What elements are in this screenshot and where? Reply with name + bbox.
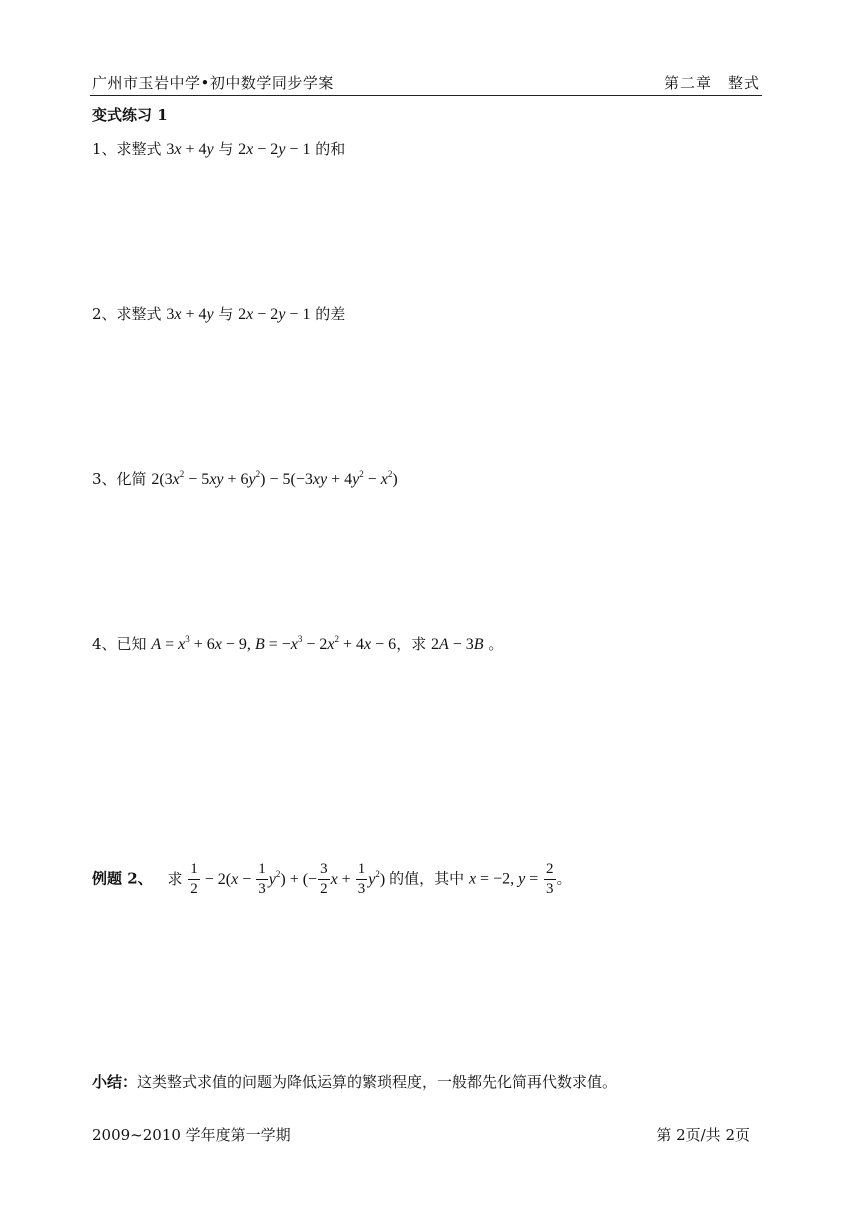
problem-prefix: 已知 bbox=[116, 635, 147, 653]
expression-2: 2x − 2y − 1 bbox=[238, 306, 311, 323]
expression-2: 2x − 2y − 1 bbox=[238, 141, 311, 158]
summary bbox=[92, 1071, 617, 1092]
problem-number: 1、 bbox=[92, 140, 117, 158]
summary-label: 小结： bbox=[92, 1073, 138, 1091]
problem-connector: ，求 bbox=[396, 635, 427, 653]
example-label: 例题 2、 bbox=[92, 869, 153, 888]
example-2 bbox=[92, 862, 572, 897]
problem-3 bbox=[92, 468, 398, 489]
problem-suffix: 的和 bbox=[315, 140, 346, 158]
expression-1: 3x + 4y bbox=[166, 306, 214, 323]
fraction-two-thirds: $\frac{2}{3}$ bbox=[546, 861, 554, 897]
target-expression: 2A − 3B bbox=[430, 636, 484, 653]
fraction-three-halves: $\frac{3}{2}$ bbox=[320, 861, 328, 898]
example-connector: 的值，其中 bbox=[389, 869, 465, 888]
problem-connector: 与 bbox=[218, 305, 234, 323]
header-chapter: 第二章 整式 bbox=[663, 74, 760, 92]
fraction-one-third: $\frac{1}{3}$ bbox=[258, 861, 266, 898]
section-title: 变式练习 1 bbox=[92, 106, 168, 124]
fraction-one-half: $\frac{1}{2}$ bbox=[190, 861, 198, 898]
example-suffix: 。 bbox=[556, 869, 572, 888]
footer-page-number: 第 2页/共 2页 bbox=[656, 1126, 750, 1144]
problem-prefix: 求整式 bbox=[116, 140, 162, 158]
summary-text: 这类整式求值的问题为降低运算的繁琐程度，一般都先化简再代数求值。 bbox=[137, 1073, 618, 1091]
problem-suffix: 的差 bbox=[315, 305, 346, 323]
simplify-expression: $2(3x^2 - 5xy + 6y^2) - 5(-3xy + 4y^2 - x^2)$ bbox=[151, 469, 398, 488]
problem-4 bbox=[92, 633, 503, 654]
problem-number: 3、 bbox=[92, 470, 117, 488]
expression-1: 3x + 4y bbox=[166, 141, 214, 158]
example-prefix: 求 bbox=[167, 869, 183, 888]
example-condition: x = −2, y = bbox=[468, 870, 539, 888]
fraction-one-third: $\frac{1}{3}$ bbox=[357, 861, 366, 898]
header-divider bbox=[90, 95, 762, 96]
problem-number: 2、 bbox=[92, 305, 117, 323]
problem-suffix: 。 bbox=[488, 635, 504, 653]
problem-1 bbox=[92, 138, 345, 159]
problem-prefix: 化简 bbox=[116, 470, 147, 488]
problem-2 bbox=[92, 303, 345, 324]
given-expressions: $A = x^3 + 6x - 9$, $B = -x^3 - 2x^2 + 4x - 6$ bbox=[151, 634, 397, 653]
example-expression: $\frac{1}{2}$ − 2(x − $\frac{1}{3}$ $y^2$) + (− $\frac{3}{2}$ x + $\frac{1}{3}$ $y^2$) bbox=[190, 861, 390, 898]
problem-number: 4、 bbox=[92, 635, 117, 653]
header-school-title: 广州市玉岩中学•初中数学同步学案 bbox=[92, 74, 334, 92]
problem-prefix: 求整式 bbox=[116, 305, 162, 323]
footer-term: 2009~2010 学年度第一学期 bbox=[92, 1126, 291, 1144]
problem-connector: 与 bbox=[218, 140, 234, 158]
